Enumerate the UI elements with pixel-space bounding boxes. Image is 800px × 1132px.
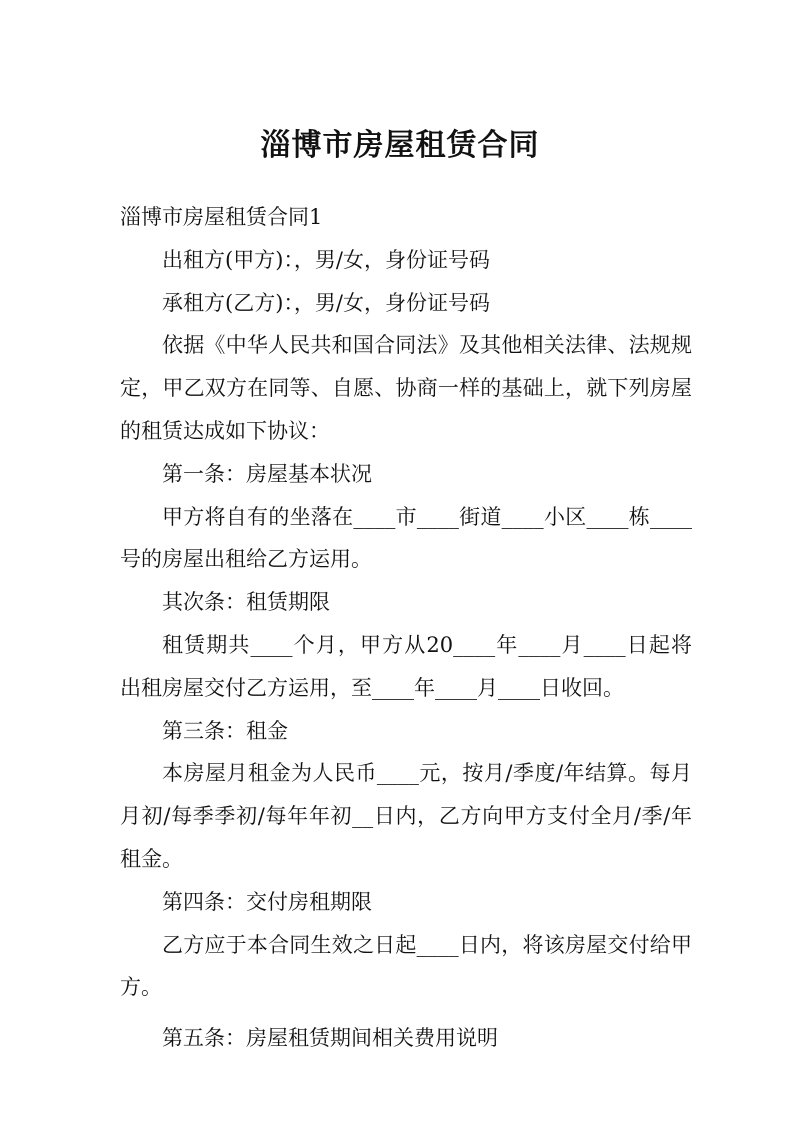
article-3-heading: 第三条：租金 [162,718,288,743]
article-1-body: 甲方将自有的坐落在____市____街道____小区____栋____号的房屋出租给乙方运用。 [120,504,692,572]
document-body [120,196,692,1060]
document-title: 淄博市房屋租赁合同 [260,128,540,163]
article-3-body: 本房屋月租金为人民币____元，按月/季度/年结算。每月月初/每季季初/每年年初__日内，乙方向甲方支付全月/季/年租金。 [120,761,692,871]
article-5-heading: 第五条：房屋租赁期间相关费用说明 [162,1026,498,1051]
lessor-line: 出租方(甲方)：，男/女，身份证号码 [162,247,490,272]
article-4-heading: 第四条：交付房租期限 [162,889,372,914]
article-2-body: 租赁期共____个月，甲方从20____年____月____日起将出租房屋交付乙方运用，至____年____月____日收回。 [120,632,692,700]
lessee-line: 承租方(乙方)：，男/女，身份证号码 [162,290,490,315]
article-2-heading: 其次条：租赁期限 [162,590,330,615]
article-1-heading: 第一条：房屋基本状况 [162,461,372,486]
article-4-body: 乙方应于本合同生效之日起____日内，将该房屋交付给甲方。 [120,932,692,1000]
contract-subtitle: 淄博市房屋租赁合同1 [120,205,323,229]
preamble-paragraph: 依据《中华人民共和国合同法》及其他相关法律、法规规定，甲乙双方在同等、自愿、协商一样的基础上，就下列房屋的租赁达成如下协议： [120,333,692,443]
